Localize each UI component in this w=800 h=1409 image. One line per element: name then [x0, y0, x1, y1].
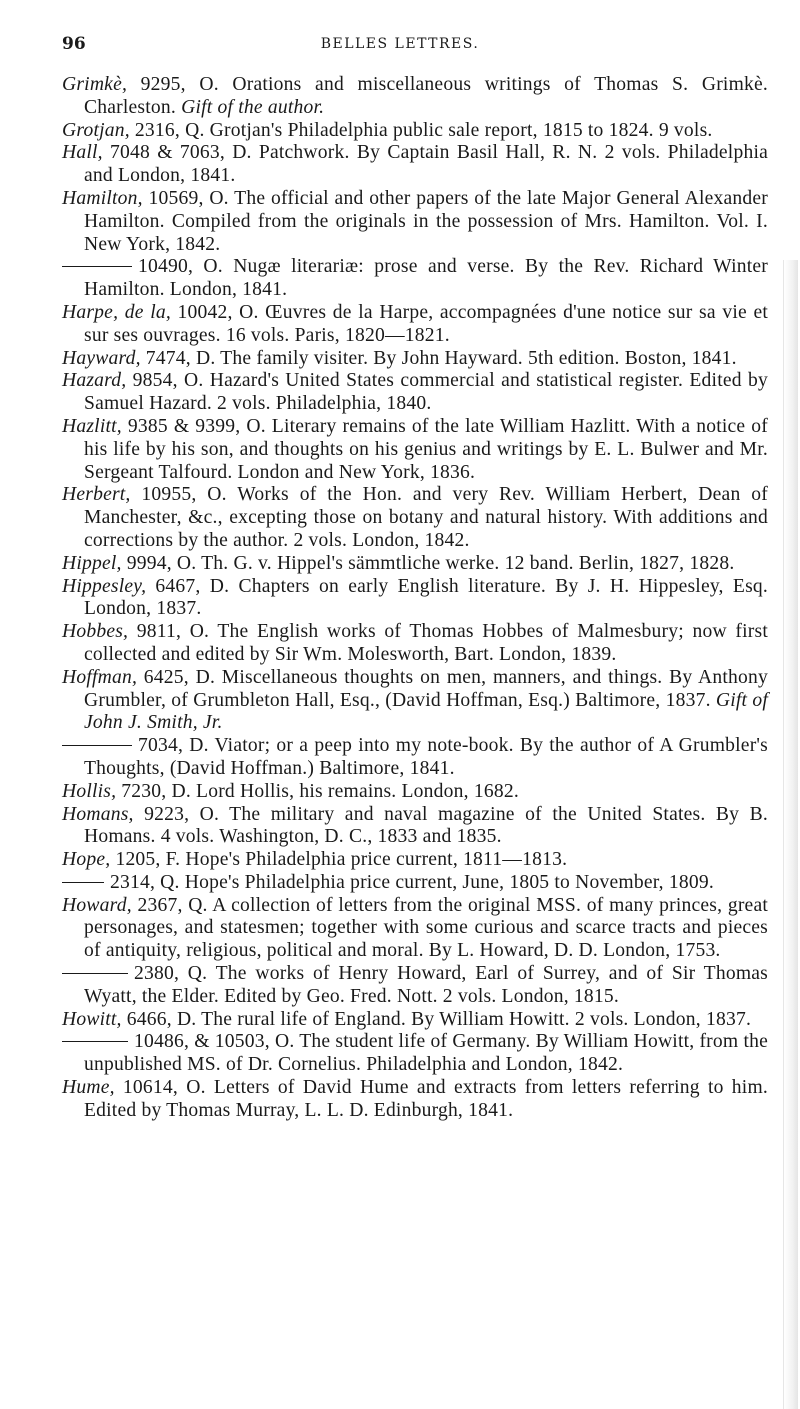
catalogue-entry: [62, 781, 768, 804]
entry-heading: Hollis,: [62, 780, 117, 802]
ditto-dash: [62, 266, 132, 267]
entry-heading: Hippesley,: [62, 575, 147, 597]
catalogue-entry: [62, 1077, 768, 1123]
entry-text: 7230, D. Lord Hollis, his remains. London, 1682.: [116, 780, 519, 802]
catalogue-entry: [62, 188, 768, 256]
entry-heading: Hamilton,: [62, 187, 143, 209]
entry-text: 10486, & 10503, O. The student life of Germany. By William Howitt, from the unpublished MS. of Dr. Cornelius. Philadelphia and London, 1842.: [84, 1031, 768, 1076]
entry-heading: Howard,: [62, 894, 132, 916]
entry-text: 10614, O. Letters of David Hume and extracts from letters referring to him. Edited by Thomas Murray, L. L. D. Edinburgh, 1841.: [84, 1077, 768, 1121]
catalogue-entry: [62, 370, 768, 416]
entry-text: 9385 & 9399, O. Literary remains of the late William Hazlitt. With a notice of his life by his son, and thoughts on his genius and writings by E. L. Bulwer and Mr. Sergeant Talfourd. London and New York, 1836.: [84, 415, 768, 483]
entry-text: 2380, Q. The works of Henry Howard, Earl of Surrey, and of Sir Thomas Wyatt, the Elder. Edited by Geo. Fred. Nott. 2 vols. London, 1815.: [84, 963, 768, 1007]
binding-edge-shadow: [783, 260, 798, 1409]
entry-text: 10569, O. The official and other papers of the late Major General Alexander Hamilton. Compiled from the originals in the possession of Mrs. Hamilton. Vol. I. New York, 1842.: [84, 187, 768, 255]
catalogue-entry: [62, 553, 768, 576]
catalogue-entry: [62, 484, 768, 552]
entry-heading: Homans,: [62, 803, 134, 825]
entry-heading: Grotjan,: [62, 119, 130, 141]
entry-heading: Hazlitt,: [62, 415, 122, 437]
entry-text: 9295, O. Orations and miscellaneous writings of Thomas S. Grimkè. Charleston.: [84, 74, 768, 118]
ditto-dash: [62, 973, 128, 974]
entry-text: 10490, O. Nugæ literariæ: prose and verse. By the Rev. Richard Winter Hamilton. London, 1841.: [84, 256, 768, 301]
catalogue-entry: [62, 576, 768, 622]
entry-text: 7474, D. The family visiter. By John Hayward. 5th edition. Boston, 1841.: [140, 347, 737, 369]
catalogue-entry: [62, 74, 768, 120]
entry-heading: Hall,: [62, 142, 103, 164]
entry-heading: Hippel,: [62, 552, 122, 574]
entry-heading: Harpe, de la,: [62, 301, 171, 323]
entry-text: 7034, D. Viator; or a peep into my note-book. By the author of A Grumbler's Thoughts, (David Hoffman.) Baltimore, 1841.: [84, 735, 768, 779]
catalogue-entry: [62, 735, 768, 781]
catalogue-entry: [62, 348, 768, 371]
catalogue-entry: [62, 256, 768, 302]
entry-heading: Howitt,: [62, 1008, 122, 1030]
entry-heading: Hayward,: [62, 347, 141, 369]
entry-gift-note: Gift of John J. Smith, Jr.: [84, 689, 768, 734]
catalogue-entry: [62, 416, 768, 484]
ditto-dash: [62, 1041, 128, 1042]
entry-heading: Herbert,: [62, 484, 131, 506]
entry-gift-note: Gift of the author.: [181, 96, 325, 118]
entry-text: 10955, O. Works of the Hon. and very Rev. William Herbert, Dean of Manchester, &c., excepting those on botany and natural history. With additions and corrections by the author. 2 vols. London, 1842.: [84, 484, 768, 551]
entry-text: 2367, Q. A collection of letters from the original MSS. of many princes, great personages, and statesmen; together with some curious and scarce tracts and pieces of antiquity, religious, political and moral. By L. Howard, D. D. London, 1753.: [84, 894, 768, 962]
catalogue-entry: [62, 302, 768, 348]
catalogue-entry: [62, 667, 768, 735]
entry-heading: Hope,: [62, 849, 111, 871]
entry-text: 7048 & 7063, D. Patchwork. By Captain Basil Hall, R. N. 2 vols. Philadelphia and London, 1841.: [84, 142, 768, 187]
entry-heading: Hume,: [62, 1077, 115, 1099]
catalogue-entry: [62, 1031, 768, 1077]
entry-text: 6425, D. Miscellaneous thoughts on men, manners, and things. By Anthony Grumbler, of Grumbleton Hall, Esq., (David Hoffman, Esq.) Baltimore, 1837.: [84, 666, 768, 711]
catalogue-entry: [62, 1009, 768, 1032]
ditto-dash: [62, 882, 104, 883]
catalogue-entry: [62, 895, 768, 963]
entry-text: 10042, O. Œuvres de la Harpe, accompagnées d'une notice sur sa vie et sur ses ouvrages. 16 vols. Paris, 1820—1821.: [84, 301, 768, 346]
ditto-dash: [62, 745, 132, 746]
entry-text: 2316, Q. Grotjan's Philadelphia public sale report, 1815 to 1824. 9 vols.: [129, 119, 713, 141]
catalogue-entry: [62, 872, 768, 895]
entry-text: 6467, D. Chapters on early English literature. By J. H. Hippesley, Esq. London, 1837.: [84, 575, 768, 620]
entry-text: 1205, F. Hope's Philadelphia price current, 1811—1813.: [110, 849, 568, 871]
catalogue-entry: [62, 142, 768, 188]
entry-heading: Hobbes,: [62, 621, 129, 643]
page-number: 96: [62, 34, 86, 54]
entry-text: 6466, D. The rural life of England. By William Howitt. 2 vols. London, 1837.: [121, 1008, 752, 1030]
catalogue-entry: [62, 120, 768, 143]
entry-text: 9811, O. The English works of Thomas Hobbes of Malmesbury; now first collected and edited by Sir Wm. Molesworth, Bart. London, 1839.: [84, 621, 768, 665]
running-title: BELLES LETTRES.: [320, 36, 480, 52]
entry-heading: Grimkè,: [62, 74, 128, 95]
running-head: [62, 34, 738, 58]
catalogue-entry: [62, 804, 768, 850]
entry-text: 9223, O. The military and naval magazine of the United States. By B. Homans. 4 vols. Washington, D. C., 1833 and 1835.: [84, 803, 768, 848]
entry-heading: Hoffman,: [62, 666, 138, 688]
catalogue-entry: [62, 963, 768, 1009]
catalogue-entries: [62, 74, 768, 1123]
catalogue-entry: [62, 621, 768, 667]
entry-text: 2314, Q. Hope's Philadelphia price current, June, 1805 to November, 1809.: [110, 871, 714, 893]
entry-text: 9854, O. Hazard's United States commercial and statistical register. Edited by Samuel Hazard. 2 vols. Philadelphia, 1840.: [84, 370, 768, 415]
catalogue-entry: [62, 849, 768, 872]
entry-heading: Hazard,: [62, 370, 127, 392]
entry-text: 9994, O. Th. G. v. Hippel's sämmtliche werke. 12 band. Berlin, 1827, 1828.: [121, 552, 735, 574]
